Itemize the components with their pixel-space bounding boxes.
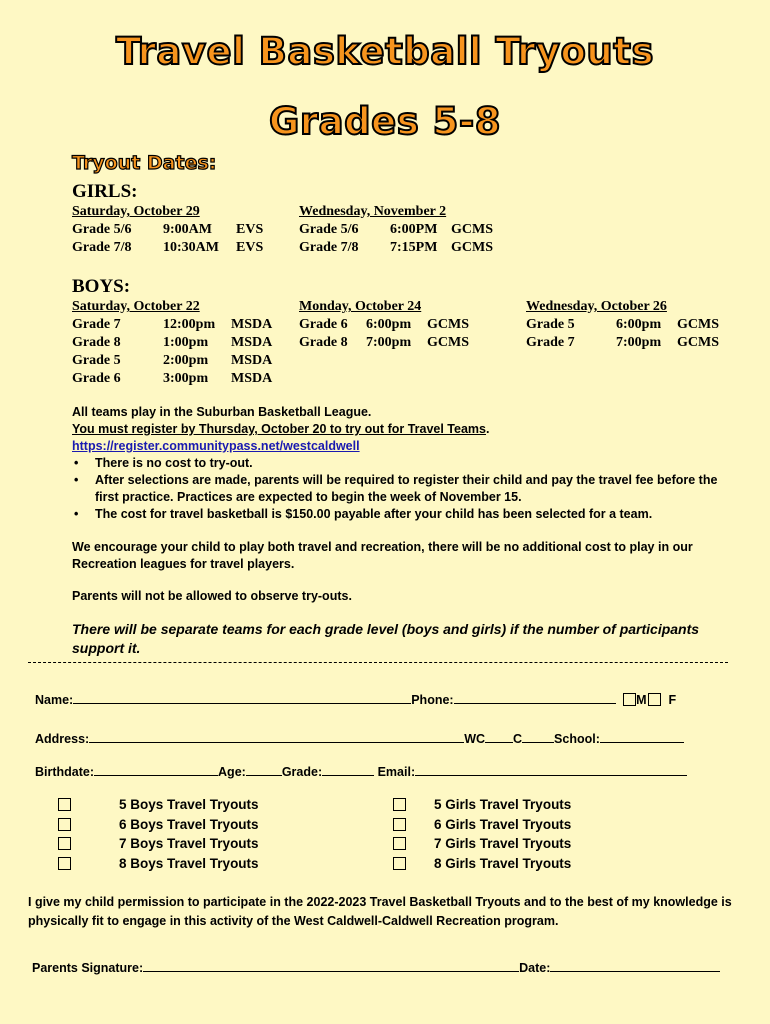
tryout-dates-heading: Tryout Dates:	[72, 152, 217, 174]
girls-schedule-col2	[299, 203, 493, 257]
girls-grade7-checkbox[interactable]	[393, 837, 406, 850]
female-label: F	[668, 693, 677, 707]
schedule-time: 7:00pm	[366, 335, 412, 350]
birthdate-row	[35, 763, 687, 779]
schedule-location: MSDA	[231, 335, 273, 350]
wc-field[interactable]	[485, 730, 513, 743]
girls-tryout-options	[393, 795, 571, 873]
wc-label: WC	[464, 732, 486, 746]
schedule-row	[299, 239, 493, 257]
birthdate-label: Birthdate:	[35, 765, 95, 779]
phone-label: Phone:	[411, 693, 454, 707]
boys-tryout-options	[58, 795, 259, 873]
girls-grade5-checkbox[interactable]	[393, 798, 406, 811]
schedule-location: GCMS	[677, 335, 719, 350]
schedule-time: 7:00pm	[616, 335, 662, 350]
email-label: Email:	[377, 765, 416, 779]
schedule-time: 2:00pm	[163, 353, 209, 368]
option-label: 7 Girls Travel Tryouts	[434, 836, 572, 851]
address-label: Address:	[35, 732, 90, 746]
female-checkbox[interactable]	[648, 693, 661, 706]
name-field[interactable]	[73, 691, 411, 704]
birthdate-field[interactable]	[94, 763, 218, 776]
schedule-row	[72, 316, 272, 334]
girls-grade6-checkbox[interactable]	[393, 818, 406, 831]
page-subtitle: Grades 5-8	[269, 100, 501, 143]
schedule-location: EVS	[236, 222, 264, 237]
girls-schedule-col1	[72, 203, 263, 257]
boys-grade7-checkbox[interactable]	[58, 837, 71, 850]
schedule-grade: Grade 8	[72, 335, 121, 350]
grade-label: Grade:	[281, 765, 323, 779]
list-item	[393, 834, 571, 854]
schedule-time: 3:00pm	[163, 371, 209, 386]
boys-schedule-col1	[72, 298, 272, 388]
schedule-grade: Grade 5	[526, 317, 575, 332]
signature-row	[32, 959, 720, 975]
bullet-item: • After selections are made, parents will be required to register their child and pay the travel fee before the first practice. Practices are expected to begin the week of November 15.	[72, 472, 722, 506]
age-label: Age:	[218, 765, 246, 779]
schedule-location: GCMS	[677, 317, 719, 332]
schedule-row	[72, 352, 272, 370]
grade-field[interactable]	[322, 763, 374, 776]
boys-schedule-col3	[526, 298, 719, 352]
date-label: Date:	[519, 961, 551, 975]
male-label: M	[636, 693, 647, 707]
permission-statement: I give my child permission to participate in the 2022-2023 Travel Basketball Tryouts and to the best of my knowledge is physically fit to engage in this activity of the West Caldwell-Caldwell Recreation program.	[28, 895, 732, 928]
schedule-row	[299, 221, 493, 239]
registration-link[interactable]: https://register.communitypass.net/westcaldwell	[72, 439, 360, 453]
schedule-day: Wednesday, November 2	[299, 204, 447, 219]
schedule-row	[299, 316, 469, 334]
schedule-location: GCMS	[427, 317, 469, 332]
list-item	[393, 815, 571, 835]
girls-grade8-checkbox[interactable]	[393, 857, 406, 870]
schedule-time: 6:00pm	[616, 317, 662, 332]
boys-grade5-checkbox[interactable]	[58, 798, 71, 811]
option-label: 5 Boys Travel Tryouts	[119, 797, 259, 812]
school-label: School:	[554, 732, 600, 746]
boys-grade6-checkbox[interactable]	[58, 818, 71, 831]
schedule-grade: Grade 7	[526, 335, 575, 350]
bullet-item: • The cost for travel basketball is $150.00 payable after your child has been selected for a team.	[72, 506, 722, 523]
name-phone-row	[35, 691, 676, 707]
schedule-row	[526, 334, 719, 352]
schedule-row	[72, 239, 263, 257]
schedule-grade: Grade 5	[72, 353, 121, 368]
schedule-location: MSDA	[231, 353, 273, 368]
schedule-grade: Grade 7/8	[299, 240, 359, 255]
signature-label: Parents Signature:	[32, 961, 144, 975]
register-period: .	[486, 422, 490, 436]
schedule-row	[72, 221, 263, 239]
list-item	[393, 854, 571, 874]
schedule-location: GCMS	[451, 222, 493, 237]
girls-heading: GIRLS:	[72, 181, 138, 202]
schedule-day: Monday, October 24	[299, 299, 422, 314]
boys-grade8-checkbox[interactable]	[58, 857, 71, 870]
school-field[interactable]	[600, 730, 684, 743]
cut-line-divider	[28, 662, 728, 663]
schedule-day: Saturday, October 22	[72, 299, 200, 314]
schedule-location: GCMS	[427, 335, 469, 350]
bullet-item: • There is no cost to try-out.	[72, 455, 722, 472]
league-note: All teams play in the Suburban Basketball League.	[72, 405, 372, 419]
schedule-row	[299, 334, 469, 352]
schedule-row	[526, 316, 719, 334]
register-line	[72, 421, 722, 438]
schedule-grade: Grade 8	[299, 335, 348, 350]
list-item	[58, 854, 259, 874]
option-label: 6 Girls Travel Tryouts	[434, 816, 572, 832]
schedule-grade: Grade 5/6	[299, 222, 359, 237]
name-label: Name:	[35, 693, 74, 707]
list-item	[58, 834, 259, 854]
schedule-row	[72, 370, 272, 388]
list-item	[58, 795, 259, 815]
schedule-time: 12:00pm	[163, 317, 216, 332]
schedule-grade: Grade 5/6	[72, 222, 132, 237]
list-item	[58, 815, 259, 835]
date-field[interactable]	[550, 959, 720, 972]
separate-teams-note: There will be separate teams for each grade level (boys and girls) if the number of participants support it.	[72, 621, 700, 656]
schedule-time: 1:00pm	[163, 335, 209, 350]
email-field[interactable]	[415, 763, 687, 776]
info-block	[72, 404, 722, 523]
age-field[interactable]	[246, 763, 282, 776]
schedule-grade: Grade 7	[72, 317, 121, 332]
schedule-grade: Grade 7/8	[72, 240, 132, 255]
address-field[interactable]	[89, 730, 464, 743]
option-label: 6 Boys Travel Tryouts	[119, 816, 259, 832]
schedule-time: 10:30AM	[163, 240, 219, 255]
schedule-location: MSDA	[231, 371, 273, 386]
option-label: 5 Girls Travel Tryouts	[434, 797, 572, 812]
schedule-time: 9:00AM	[163, 222, 212, 237]
address-row	[35, 730, 684, 746]
schedule-time: 7:15PM	[390, 240, 438, 255]
signature-field[interactable]	[143, 959, 519, 972]
c-field[interactable]	[522, 730, 554, 743]
page-title: Travel Basketball Tryouts	[116, 30, 654, 73]
parents-note: Parents will not be allowed to observe try-outs.	[72, 589, 352, 603]
option-label: 8 Girls Travel Tryouts	[434, 855, 572, 871]
boys-heading: BOYS:	[72, 276, 131, 297]
schedule-location: MSDA	[231, 317, 273, 332]
schedule-location: GCMS	[451, 240, 493, 255]
schedule-day: Wednesday, October 26	[526, 299, 667, 314]
male-checkbox[interactable]	[623, 693, 636, 706]
list-item	[393, 795, 571, 815]
boys-schedule-col2	[299, 298, 469, 352]
schedule-time: 6:00pm	[366, 317, 412, 332]
option-label: 8 Boys Travel Tryouts	[119, 855, 259, 871]
c-label: C	[513, 732, 523, 746]
schedule-time: 6:00PM	[390, 222, 438, 237]
option-label: 7 Boys Travel Tryouts	[119, 836, 259, 851]
info-bullets	[72, 455, 722, 523]
encourage-note: We encourage your child to play both travel and recreation, there will be no additional cost to play in our Recreation leagues for travel players.	[72, 540, 693, 571]
schedule-grade: Grade 6	[72, 371, 121, 386]
schedule-grade: Grade 6	[299, 317, 348, 332]
schedule-day: Saturday, October 29	[72, 204, 200, 219]
schedule-row	[72, 334, 272, 352]
schedule-location: EVS	[236, 240, 264, 255]
register-deadline: You must register by Thursday, October 20 to try out for Travel Teams	[72, 422, 486, 436]
phone-field[interactable]	[454, 691, 616, 704]
